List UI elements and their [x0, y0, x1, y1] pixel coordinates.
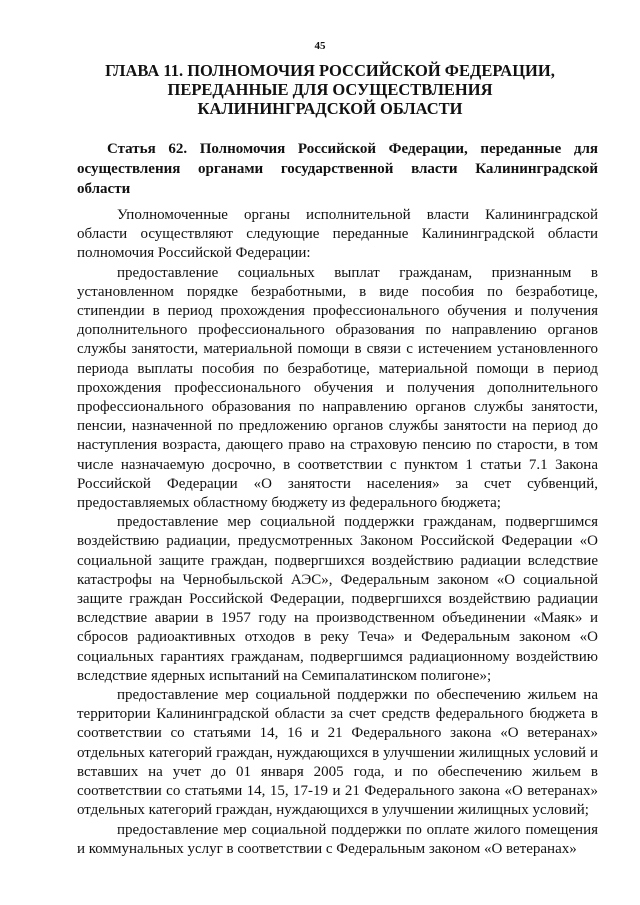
- page-number: 45: [314, 40, 326, 52]
- paragraph-unemployment-payments: предоставление социальных выплат гражданам, признанным в установленном порядке безработными, в виде пособия по безработице, стипендии в период прохождения профессионального обучения и получения дополнительного профессионального образования по направлению органов службы занятости, материальной помощи в связи с истечением установленного периода выплаты пособия по безработице, материальной помощи в период прохождения профессионального обучения и получения дополнительного профессионального образования по направлению органов службы занятости, пенсии, назначенной по предложению органов службы занятости на период до наступления возраста, дающего право на страховую пенсию по старости, в том числе назначаемую досрочно, в соответствии с пунктом 1 статьи 7.1 Закона Российской Федерации «О занятости населения» за счет субвенций, предоставляемых областному бюджету из федерального бюджета;: [77, 264, 598, 512]
- paragraph-radiation-support: предоставление мер социальной поддержки гражданам, подвергшимся воздействию радиации, предусмотренных Законом Российской Федерации «О социальной защите граждан, подвергшихся воздействию радиации вследствие катастрофы на Чернобыльской АЭС», Федеральным законом «О социальной защите граждан Российской Федерации, подвергшихся воздействию радиации вследствие аварии в 1957 году на производственном объединении «Маяк» и сбросов радиоактивных отходов в реку Теча» и Федеральным законом «О социальных гарантиях гражданам, подвергшимся радиационному воздействию вследствие ядерных испытаний на Семипалатинском полигоне»;: [77, 514, 598, 684]
- article-heading: Статья 62. Полномочия Российской Федерации, переданные для осуществления органами государственной власти Калининградской области: [77, 141, 598, 197]
- article-body: [77, 206, 598, 859]
- chapter-title: ГЛАВА 11. ПОЛНОМОЧИЯ РОССИЙСКОЙ ФЕДЕРАЦИИ, ПЕРЕДАННЫЕ ДЛЯ ОСУЩЕСТВЛЕНИЯ КАЛИНИНГРАДСКОЙ ОБЛАСТИ: [105, 61, 555, 118]
- paragraph-utilities-support: предоставление мер социальной поддержки по оплате жилого помещения и коммунальных услуг в соответствии с Федеральным законом «О ветеранах»: [77, 821, 598, 857]
- paragraph-intro: Уполномоченные органы исполнительной власти Калининградской области осуществляют следующие переданные Калининградской области полномочия Российской Федерации:: [77, 207, 598, 262]
- paragraph-housing-support: предоставление мер социальной поддержки по обеспечению жильем на территории Калининградской области за счет средств федерального бюджета в соответствии со статьями 14, 16 и 21 Федерального закона «О ветеранах» отдельных категорий граждан, нуждающихся в улучшении жилищных условий и вставших на учет до 01 января 2005 года, и по обеспечению жильем в соответствии со статьями 14, 15, 17-19 и 21 Федерального закона «О ветеранах» отдельных категорий граждан, нуждающихся в улучшении жилищных условий;: [77, 687, 598, 819]
